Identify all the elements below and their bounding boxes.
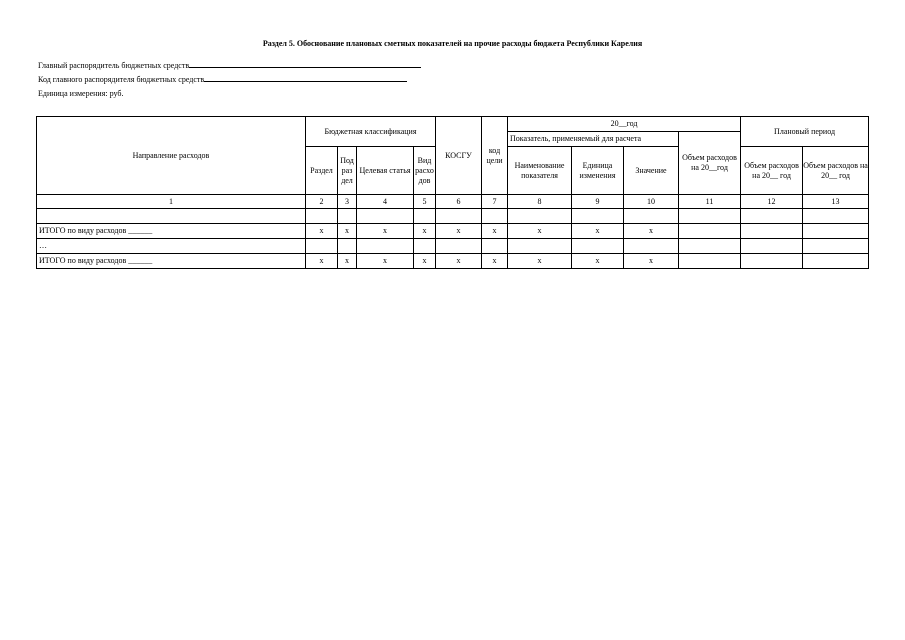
table-cell	[803, 209, 869, 224]
table-cell: x	[572, 254, 624, 269]
chief-manager-blank	[189, 59, 421, 68]
table-cell	[338, 209, 357, 224]
table-cell	[624, 239, 679, 254]
table-cell	[482, 239, 508, 254]
table-cell: x	[414, 254, 436, 269]
column-number: 12	[741, 195, 803, 209]
table-cell	[508, 209, 572, 224]
table-cell: x	[624, 254, 679, 269]
table-cell: x	[357, 254, 414, 269]
row-label-cell: ИТОГО по виду расходов ______	[37, 254, 306, 269]
header-ind-name: Наименование показателя	[508, 147, 572, 195]
header-kosgu: КОСГУ	[436, 117, 482, 195]
table-cell: x	[436, 254, 482, 269]
header-vid: Вид расхо дов	[414, 147, 436, 195]
table-cell	[306, 239, 338, 254]
table-cell	[436, 209, 482, 224]
header-podrazdel: Под раз дел	[338, 147, 357, 195]
header-budget-class: Бюджетная классификация	[306, 117, 436, 147]
column-number: 9	[572, 195, 624, 209]
table-cell	[414, 239, 436, 254]
header-volume-year: Объем расходов на 20__год	[679, 132, 741, 195]
table-cell	[508, 239, 572, 254]
table-cell	[679, 239, 741, 254]
chief-manager-label: Главный распорядитель бюджетных средств	[38, 61, 190, 70]
header-direction: Направление расходов	[37, 117, 306, 195]
header-volume-p1: Объем расходов на 20__ год	[741, 147, 803, 195]
table-cell	[741, 254, 803, 269]
table-cell	[803, 239, 869, 254]
row-label-cell: ИТОГО по виду расходов ______	[37, 224, 306, 239]
table-cell	[741, 224, 803, 239]
table-body	[37, 209, 869, 269]
header-row-1	[37, 117, 869, 132]
table-cell: x	[338, 254, 357, 269]
header-target: Целевая статья	[357, 147, 414, 195]
column-number: 5	[414, 195, 436, 209]
chief-manager-code-label: Код главного распорядителя бюджетных средств	[38, 75, 205, 84]
table-cell	[436, 239, 482, 254]
table-cell: x	[624, 224, 679, 239]
row-label-cell	[37, 209, 306, 224]
header-planning-period: Плановый период	[741, 117, 869, 147]
chief-manager-code-blank	[204, 73, 407, 82]
header-volume-p2: Объем расходов на 20__ год	[803, 147, 869, 195]
table-cell	[624, 209, 679, 224]
table-cell	[414, 209, 436, 224]
table-cell: x	[482, 224, 508, 239]
unit-line: Единица измерения: руб.	[38, 89, 124, 98]
table-cell	[679, 209, 741, 224]
table-cell	[572, 239, 624, 254]
column-number: 10	[624, 195, 679, 209]
column-number: 3	[338, 195, 357, 209]
table-row	[37, 224, 869, 239]
table-cell	[803, 224, 869, 239]
table-cell: x	[357, 224, 414, 239]
table-cell	[306, 209, 338, 224]
table-cell	[482, 209, 508, 224]
column-number: 6	[436, 195, 482, 209]
table-cell	[357, 209, 414, 224]
table-cell: x	[482, 254, 508, 269]
header-value: Значение	[624, 147, 679, 195]
column-number: 8	[508, 195, 572, 209]
column-number-row	[37, 195, 869, 209]
page-title: Раздел 5. Обоснование плановых сметных показателей на прочие расходы бюджета Республики Карелия	[262, 39, 643, 48]
column-number: 7	[482, 195, 508, 209]
header-indicator: Показатель, применяемый для расчета	[508, 132, 679, 147]
table-cell	[572, 209, 624, 224]
chief-manager-line	[38, 59, 421, 70]
table-cell: x	[306, 224, 338, 239]
column-number: 13	[803, 195, 869, 209]
table-cell: x	[508, 254, 572, 269]
column-number: 2	[306, 195, 338, 209]
table-cell	[679, 254, 741, 269]
table-cell	[803, 254, 869, 269]
header-unit: Единица изменения	[572, 147, 624, 195]
table-cell	[741, 239, 803, 254]
table-cell	[338, 239, 357, 254]
header-razdel: Раздел	[306, 147, 338, 195]
row-label-cell: …	[37, 239, 306, 254]
header-year: 20__год	[508, 117, 741, 132]
header-goal-code: код цели	[482, 117, 508, 195]
table-row	[37, 254, 869, 269]
table-cell: x	[572, 224, 624, 239]
expenses-table	[36, 116, 869, 269]
table-cell	[357, 239, 414, 254]
table-cell: x	[306, 254, 338, 269]
table-row	[37, 209, 869, 224]
table-cell	[679, 224, 741, 239]
table-cell: x	[414, 224, 436, 239]
chief-manager-code-line	[38, 73, 407, 84]
column-number: 4	[357, 195, 414, 209]
column-number: 11	[679, 195, 741, 209]
table-cell: x	[436, 224, 482, 239]
table-cell: x	[508, 224, 572, 239]
table-cell	[741, 209, 803, 224]
table-cell: x	[338, 224, 357, 239]
column-number: 1	[37, 195, 306, 209]
table-row	[37, 239, 869, 254]
